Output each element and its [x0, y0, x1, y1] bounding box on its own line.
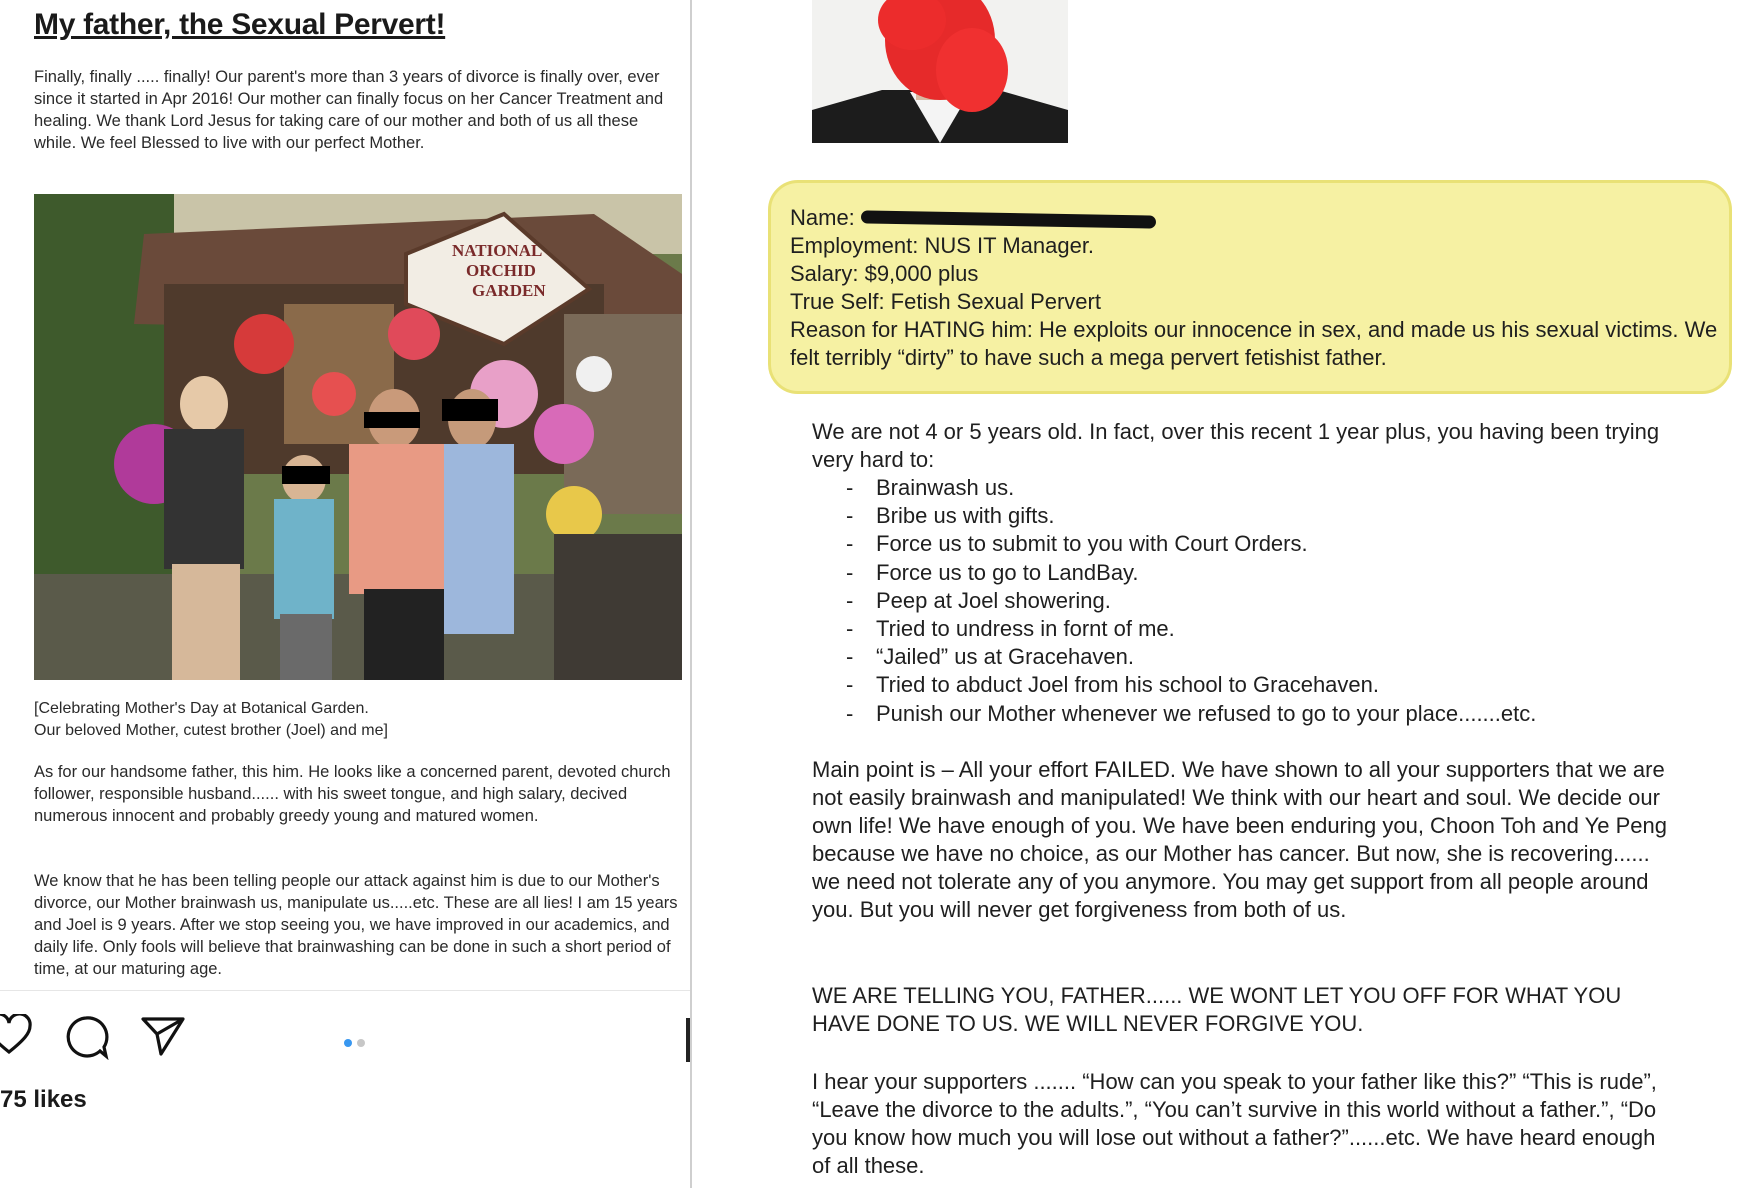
list-item: - Punish our Mother whenever we refused to go to your place.......etc. [846, 700, 1666, 728]
employment-row: Employment: NUS IT Manager. [790, 233, 1095, 258]
sign-line-2: ORCHID [466, 261, 536, 280]
doc-intro: We are not 4 or 5 years old. In fact, over this recent 1 year plus, you having been trying very hard to: [812, 419, 1660, 472]
family-photo-illustration [34, 194, 682, 680]
grievance-list [846, 474, 1666, 728]
list-item: - “Jailed” us at Gracehaven. [846, 643, 1666, 671]
post-title: My father, the Sexual Pervert! [34, 8, 446, 41]
caption-line-1: [Celebrating Mother's Day at Botanical Garden. [34, 700, 369, 717]
likes-count[interactable]: 75 likes [0, 1086, 87, 1113]
share-icon[interactable] [140, 1014, 186, 1063]
comment-icon[interactable] [62, 1014, 110, 1065]
doc-shout: WE ARE TELLING YOU, FATHER...... WE WONT LET YOU OFF FOR WHAT YOU HAVE DONE TO US. WE WILL NEVER FORGIVE YOU. [812, 983, 1622, 1036]
list-item: - Bribe us with gifts. [846, 502, 1666, 530]
post-paragraph-lies: We know that he has been telling people our attack against him is due to our Mother's divorce, our Mother brainwash us, manipulate us.....etc. These are all lies! I am 15 years and Joel is 9 years. After we stop seeing you, we have improved in our academics, and daily life. Only fools will believe that brainwashing can be done in such a short period of time, at our maturing age. [34, 872, 678, 978]
sign-line-1: NATIONAL [452, 241, 543, 260]
heart-icon[interactable] [0, 1014, 32, 1061]
action-bar-divider [0, 990, 690, 991]
list-item: - Force us to go to LandBay. [846, 559, 1666, 587]
salary-row: Salary: $9,000 plus [790, 261, 979, 286]
portrait-photo [812, 0, 1068, 143]
list-item: - Tried to abduct Joel from his school to Gracehaven. [846, 671, 1666, 699]
post-intro-text: Finally, finally ..... finally! Our parent's more than 3 years of divorce is finally over, ever since it started in Apr 2016! Our mother can finally focus on her Cancer Treatment and healing. We thank Lord Jesus for taking care of our mother and both of us all these while. We feel Blessed to live with our perfect Mother. [34, 68, 664, 152]
list-item: - Force us to submit to you with Court Orders. [846, 530, 1666, 558]
carousel-indicator[interactable] [344, 1034, 370, 1052]
instagram-post [0, 0, 690, 1188]
true-self-row: True Self: Fetish Sexual Pervert [790, 289, 1101, 314]
photo-caption [34, 698, 684, 742]
profile-info [790, 204, 1720, 372]
caption-line-2: Our beloved Mother, cutest brother (Joel) and me] [34, 722, 388, 739]
portrait-illustration [812, 0, 1068, 143]
reason-row: Reason for HATING him: He exploits our innocence in sex, and made us his sexual victims. We felt terribly “dirty” to have such a mega pervert fetishist father. [790, 317, 1718, 370]
name-label: Name: [790, 205, 855, 230]
sign-line-3: GARDEN [472, 281, 546, 300]
post-paragraph-father: As for our handsome father, this him. He looks like a concerned parent, devoted church follower, responsible husband...... with his sweet tongue, and high salary, decived numerous innocent and probably greedy young and matured women. [34, 763, 671, 825]
list-item: - Tried to undress in fornt of me. [846, 615, 1666, 643]
list-item: - Brainwash us. [846, 474, 1666, 502]
name-row [790, 204, 1720, 232]
family-photo [34, 194, 682, 680]
doc-supporters: I hear your supporters ....... “How can you speak to your father like this?” “This is rude”, “Leave the divorce to the adults.”, “You can’t survive in this world without a father.”, “Do you know how much you will lose out without a father?”......etc. We have heard enough of all these. [812, 1069, 1657, 1178]
carousel-dot-active[interactable] [344, 1039, 352, 1047]
doc-main-point: Main point is – All your effort FAILED. We have shown to all your supporters that we are not easily brainwash and manipulated! We think with our heart and soul. We decide our own life! We have enough of you. We have been enduring you, Choon Toh and Ye Peng because we have no choice, as our Mother has cancer. But now, she is recovering...... we need not tolerate any of you anymore. You may get support from all people around you. But you will never get forgiveness from both of us. [812, 757, 1667, 922]
list-item: - Peep at Joel showering. [846, 587, 1666, 615]
carousel-dot[interactable] [357, 1039, 365, 1047]
name-redaction [861, 210, 1156, 228]
